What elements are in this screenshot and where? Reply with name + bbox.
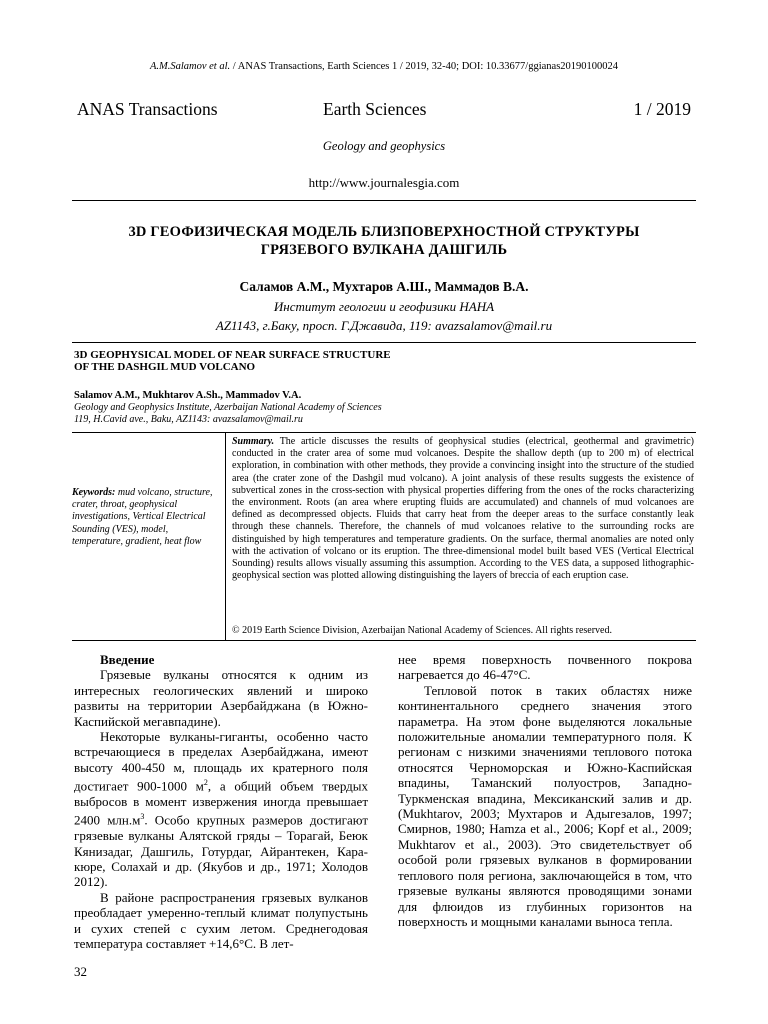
journal-section: Geology and geophysics <box>322 139 446 153</box>
running-header-authors: A.M.Salamov et al. <box>149 61 231 72</box>
russian-authors: Саламов А.М., Мухтаров А.Ш., Маммадов В.А. <box>239 279 529 294</box>
english-affiliation <box>74 402 382 426</box>
keywords-label: Keywords: <box>72 487 116 498</box>
english-title <box>74 349 391 373</box>
journal-url[interactable]: http://www.journalesgia.com <box>308 175 460 190</box>
title-rule <box>72 342 696 343</box>
english-address: 119, H.Cavid ave., Baku, AZ1143: avazsalamov@mail.ru <box>74 414 303 425</box>
russian-title-line2: ГРЯЗЕВОГО ВУЛКАНА ДАШГИЛЬ <box>260 242 508 258</box>
english-title-line1: 3D GEOPHYSICAL MODEL OF NEAR SURFACE STRUCTURE <box>74 349 391 361</box>
header-rule <box>72 200 696 201</box>
russian-address: AZ1143, г.Баку, просп. Г.Джавида, 119: avazsalamov@mail.ru <box>215 318 553 333</box>
paragraph: Тепловой поток в таких областях ниже континентального среднего значения этого параметра. На этом фоне выделяются локальные положительные аномалии температурного поля. К регионам с низкими значениями теплового потока относятся Черноморская и Южно-Каспийская впадины, Таманский полуостров, Западно-Туркменская впадина, Мексиканский залив и др. (Mukhtarov, 2003; Мухтаров и Адыгезалов, 1997; Смирнов, 1980; Hamza et al., 2006; Kopf et al., 2009; Mukhtarov et al., 2003). Это свидетельствует об особой роли грязевых вулканов в формировании теплового поля региона, заключающейся в том, что грязевые вулканы являются проводящими зонами для флюидов из глубинных горизонтов на поверхность и мощными каналами выноса тепла. <box>398 682 692 929</box>
section-heading: Введение <box>100 652 155 667</box>
summary-text: The article discusses the results of geophysical studies (electrical, geothermal and gravimetric) conducted in the crater area of some mud volcanoes. Despite the shallow depth (up to 200 m) of electrical exploration, in combination with other methods, they provide a convincing insight into the structure of the studied area (the crater zone of the Dashgil mud volcano). A joint analysis of these results suggests the existence of subvertical zones in the cross-section with physical properties differing from the ones of the rocks characterizing the environment. Roots (an area where erupting fluids are accumulated) and channels of mud volcanoes are defined as decompressed objects. Fluids that carry heat from the deeper areas to the surface constantly leak through these channels. Therefore, the channels of mud volcanoes relative to the surrounding rocks are distinguished by high temperatures and temperature gradients. On the surface, thermal anomalies are noted only with the activation of volcano or its eruption. The three-dimensional model built based VES (Vertical Electrical Sounding) results allows visually assuming this assumption. According to the VES data, a supposed lithographic-geophysical section was plotted allowing distinguishing the layers of breccia of each eruption case. <box>232 436 694 582</box>
russian-affiliation <box>0 297 768 335</box>
paragraph: нее время поверхность почвенного покрова нагревается до 46-47°С. <box>398 652 692 683</box>
abstract-divider <box>225 433 226 640</box>
paragraph: В районе распространения грязевых вулканов преобладает умеренно-теплый климат полупустынь и сухих степей с сухим летом. Среднегодовая температура составляет +14,6°С. В лет- <box>74 889 368 951</box>
journal-bar <box>77 99 691 123</box>
keywords-block <box>72 487 220 548</box>
abstract-box <box>72 432 696 641</box>
paragraph: Грязевые вулканы относятся к одним из интересных геологических явлений и широко развиты на территории Азербайджана (в Южно-Каспийской мегавпадине). <box>74 667 368 729</box>
english-institute: Geology and Geophysics Institute, Azerbaijan National Academy of Sciences <box>74 402 382 413</box>
copyright-notice: © 2019 Earth Science Division, Azerbaijan National Academy of Sciences. All rights reserved. <box>232 625 612 636</box>
journal-name: ANAS Transactions <box>77 99 218 119</box>
journal-series: Earth Sciences <box>323 99 427 119</box>
russian-title-line1: 3D ГЕОФИЗИЧЕСКАЯ МОДЕЛЬ БЛИЗПОВЕРХНОСТНОЙ СТРУКТУРЫ <box>128 224 640 240</box>
running-header <box>0 61 768 72</box>
english-title-line2: OF THE DASHGIL MUD VOLCANO <box>74 361 256 373</box>
paragraph: Некоторые вулканы-гиганты, особенно часто встречающиеся в пределах Азербайджана, имеют высоту 400-450 м, площадь их кратерного поля достигает 900-1000 $м^2$, а общий объем твердых выбросов в момент извержения иногда превышает 2400 $млн.м^3$. Особо крупных размеров достигают грязевые вулканы Алятской гряды – Торагай, Беюк Кянизадаг, Дашгиль, Готурдаг, Айрантекен, Кара-кюре, Солахай и др. (Якубов и др., 1971; Холодов 2012). <box>74 729 369 890</box>
keywords-text: mud volcano, structure, crater, throat, geophysical investigations, Vertical Electrical Sounding (VES), model, temperature, gradient, heat flow <box>72 487 213 547</box>
running-header-citation: / ANAS Transactions, Earth Sciences 1 / 2019, 32-40; DOI: 10.33677/ggianas20190100024 <box>230 61 619 72</box>
english-authors: Salamov A.M., Mukhtarov A.Sh., Mammadov V.A. <box>74 390 302 401</box>
summary-block <box>232 436 694 582</box>
journal-issue: 1 / 2019 <box>633 99 691 119</box>
russian-institute: Институт геологии и геофизики НАНА <box>273 299 495 314</box>
body-column-left <box>74 652 368 951</box>
body-column-right <box>398 652 692 929</box>
summary-label: Summary. <box>232 436 275 447</box>
page-number: 32 <box>74 964 87 979</box>
russian-title <box>72 223 696 259</box>
